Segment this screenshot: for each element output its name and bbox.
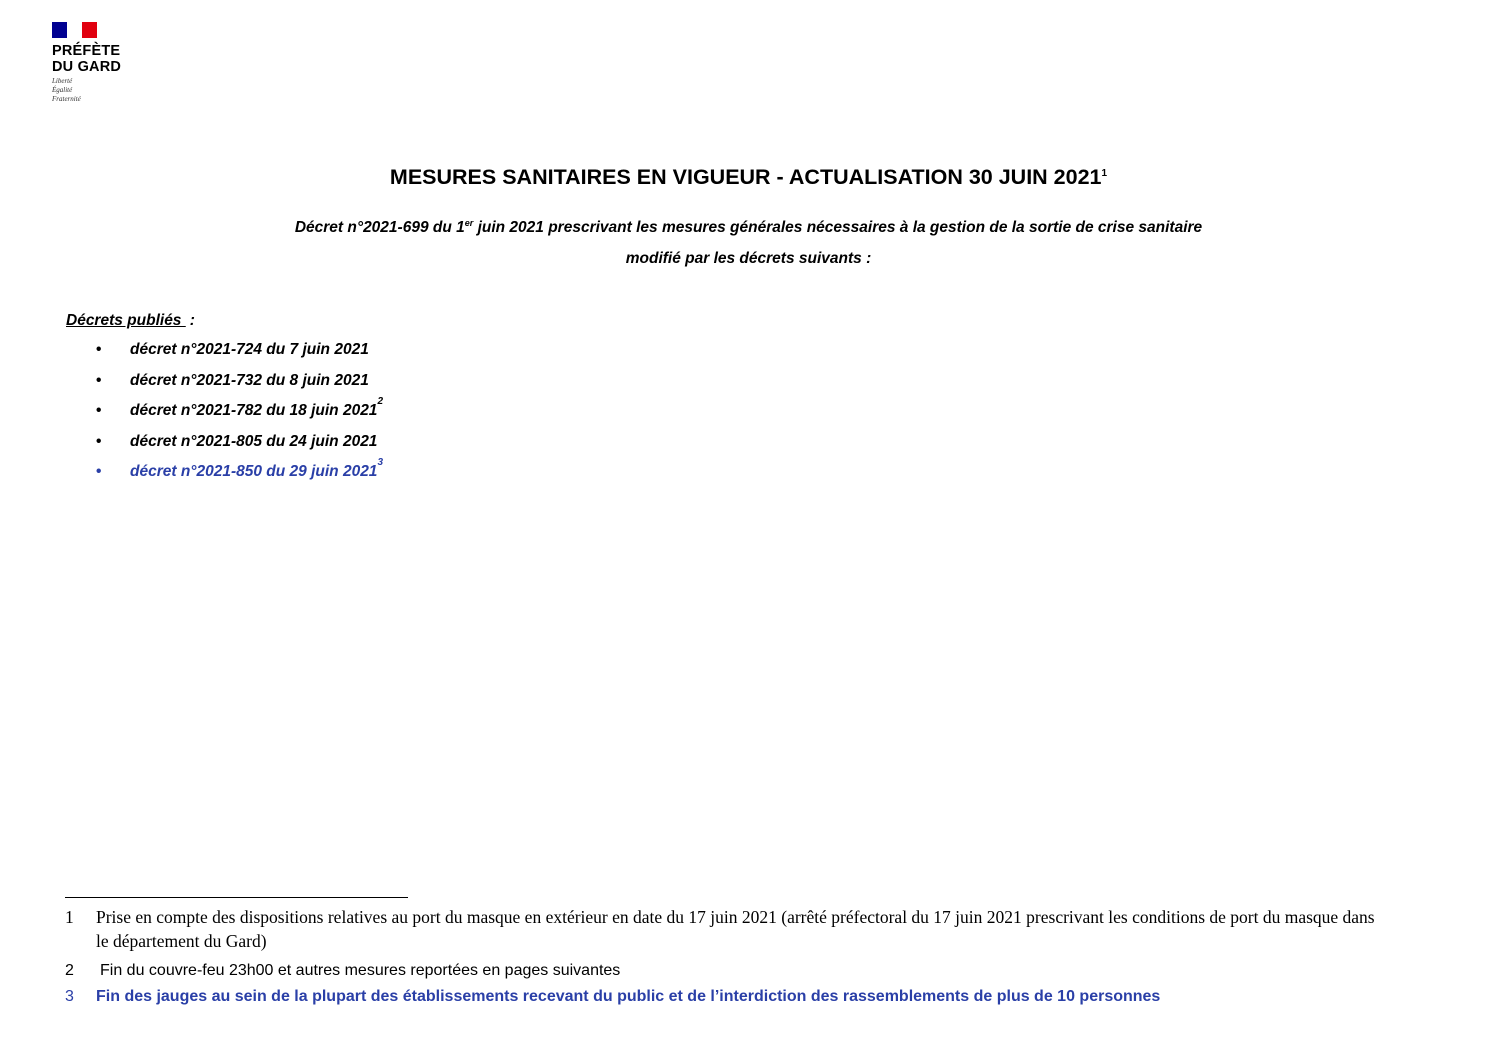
footnote-separator (65, 897, 408, 898)
decree-text: décret n°2021-850 du 29 juin 2021 (130, 463, 378, 480)
decree-text: décret n°2021-805 du 24 juin 2021 (130, 432, 378, 450)
prefecture-logo (52, 22, 152, 104)
motto-fraternite: Fraternité (52, 95, 81, 103)
list-item (96, 341, 383, 372)
decree-subtitle (0, 219, 1497, 237)
bullet-icon: • (96, 341, 102, 358)
french-flag-icon (52, 22, 97, 38)
footnote-2 (65, 960, 620, 982)
logo-line-2: DU GARD (52, 59, 122, 75)
decree-text: décret n°2021-782 du 18 juin 2021 (130, 402, 378, 419)
footnote-number: 3 (65, 988, 74, 1005)
document-title (0, 165, 1497, 190)
bullet-icon: • (96, 432, 102, 450)
footnote-number: 2 (65, 962, 74, 979)
bullet-icon: • (96, 402, 102, 419)
motto-liberte: Liberté (52, 77, 73, 85)
published-heading-colon: : (189, 312, 195, 329)
subtitle-pre: Décret n°2021-699 du 1 (294, 219, 465, 236)
logo-line-1: PRÉFÈTE (52, 43, 121, 59)
decree-subtitle-line-2: modifié par les décrets suivants : (625, 250, 872, 267)
republic-motto (52, 77, 152, 104)
footnote-number: 1 (65, 907, 74, 927)
published-heading-label: Décrets publiés (66, 312, 186, 329)
published-decrees-heading (66, 312, 195, 330)
title-text: MESURES SANITAIRES EN VIGUEUR - ACTUALISATION 30 JUIN 2021 (389, 165, 1102, 189)
title-footnote-ref[interactable]: 1 (1101, 167, 1108, 179)
motto-egalite: Égalité (52, 86, 73, 94)
list-item-highlighted: • décret n°2021-850 du 29 juin 2021 3 (96, 457, 383, 480)
logo-title (52, 43, 152, 75)
footnote-text: Fin du couvre-feu 23h00 et autres mesures reportées en pages suivantes (100, 962, 621, 979)
decree-list (96, 341, 383, 494)
list-item (96, 433, 383, 464)
list-item (96, 372, 383, 403)
footnote-3 (65, 986, 1160, 1008)
decree-text: décret n°2021-732 du 8 juin 2021 (130, 371, 369, 389)
decree-text: décret n°2021-724 du 7 juin 2021 (130, 341, 369, 358)
list-item: • décret n°2021-782 du 18 juin 2021 2 (96, 396, 383, 419)
bullet-icon: • (96, 371, 102, 389)
footnote-1 (65, 905, 1375, 953)
bullet-icon: • (96, 463, 102, 480)
footnote-text: Prise en compte des dispositions relatives au port du masque en extérieur en date du 17 juin 2021 (arrêté préfectoral du 17 juin 2021 prescrivant les conditions de port du masque dans le département du Gard) (96, 907, 1375, 951)
subtitle-ordinal: er (464, 217, 474, 228)
footnote-text: Fin des jauges au sein de la plupart des établissements recevant du public et de l’interdiction des rassemblements de plus de 10 personnes (96, 988, 1161, 1005)
subtitle-post: juin 2021 prescrivant les mesures générales nécessaires à la gestion de la sortie de crise sanitaire (473, 219, 1203, 236)
